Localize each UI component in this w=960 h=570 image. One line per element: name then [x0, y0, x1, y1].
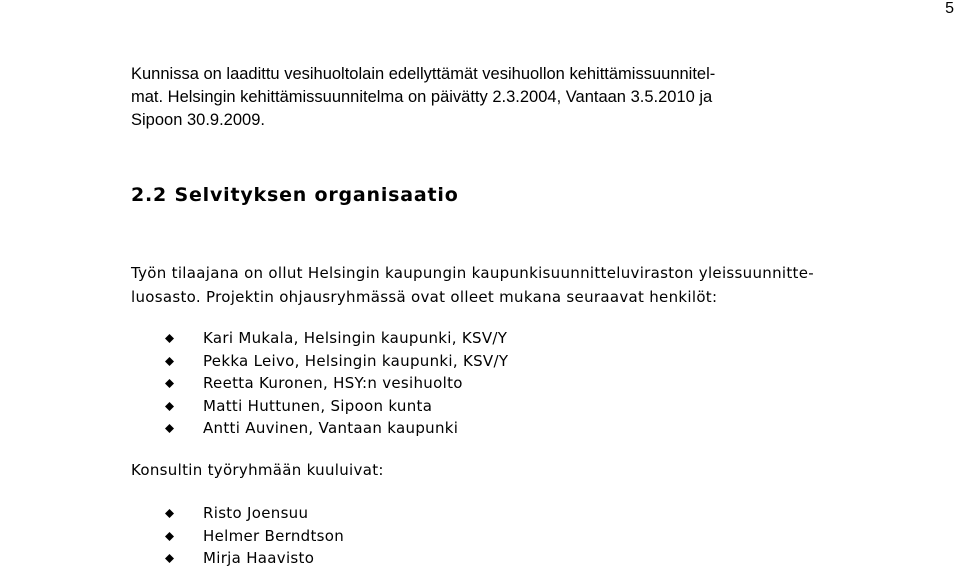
bullet-diamond-icon: [165, 509, 174, 518]
list-item-text: Reetta Kuronen, HSY:n vesihuolto: [203, 374, 463, 392]
consultant-label: Konsultin työryhmään kuuluivat:: [131, 461, 384, 479]
bullet-diamond-icon: [165, 379, 174, 388]
bullet-diamond-icon: [165, 402, 174, 411]
bullet-diamond-icon: [165, 532, 174, 541]
paragraph-line: luosasto. Projektin ohjausryhmässä ovat olleet mukana seuraavat henkilöt:: [131, 288, 718, 306]
paragraph-line: Työn tilaajana on ollut Helsingin kaupungin kaupunkisuunnitteluviraston yleissuunnitte-: [131, 264, 814, 282]
list-item: [160, 547, 344, 570]
intro-line: Kunnissa on laadittu vesihuoltolain edellyttämät vesihuollon kehittämissuunnitel-: [131, 65, 716, 83]
intro-line: Sipoon 30.9.2009.: [131, 111, 265, 129]
bullet-diamond-icon: [165, 554, 174, 563]
page-number: 5: [945, 0, 954, 17]
list-item-text: Kari Mukala, Helsingin kaupunki, KSV/Y: [203, 329, 508, 347]
list-item: [160, 327, 508, 350]
bullet-diamond-icon: [165, 424, 174, 433]
list-item-text: Antti Auvinen, Vantaan kaupunki: [203, 419, 459, 437]
intro-paragraph: [131, 63, 911, 132]
list-item: [160, 350, 508, 373]
list-item-text: Mirja Haavisto: [203, 549, 315, 567]
list-item: [160, 502, 344, 525]
bullet-diamond-icon: [165, 357, 174, 366]
steering-group-list: [160, 327, 508, 440]
intro-line: mat. Helsingin kehittämissuunnitelma on päivätty 2.3.2004, Vantaan 3.5.2010 ja: [131, 88, 713, 106]
list-item-text: Pekka Leivo, Helsingin kaupunki, KSV/Y: [203, 351, 509, 370]
list-item: [160, 395, 508, 418]
list-item-text: Risto Joensuu: [203, 504, 309, 522]
organisation-paragraph: [131, 261, 941, 309]
list-item: [160, 525, 344, 548]
consultant-group-list: [160, 502, 344, 570]
list-item: [160, 372, 508, 395]
list-item-text: Helmer Berndtson: [203, 526, 345, 545]
section-heading: 2.2 Selvityksen organisaatio: [131, 184, 459, 206]
list-item-text: Matti Huttunen, Sipoon kunta: [203, 396, 433, 415]
bullet-diamond-icon: [165, 334, 174, 343]
list-item: [160, 417, 508, 440]
